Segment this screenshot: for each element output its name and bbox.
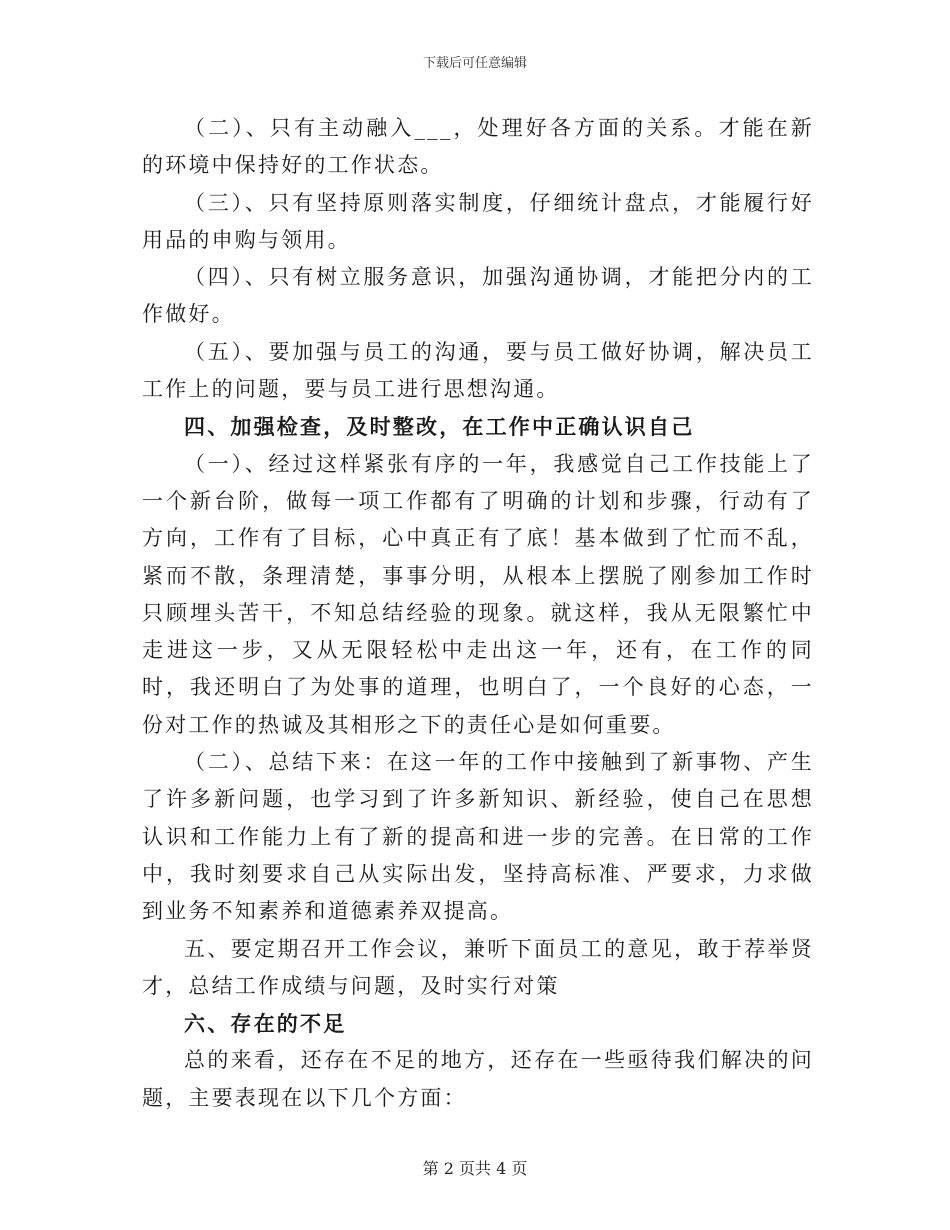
- paragraph-6-intro: 总的来看，还存在不足的地方，还存在一些亟待我们解决的问题，主要表现在以下几个方面：: [142, 1048, 814, 1110]
- page-header: 下载后可任意编辑: [422, 56, 527, 71]
- section-5-paragraph: 五、要定期召开工作会议，兼听下面员工的意见，敢于荐举贤才，总结工作成绩与问题，及时实行对策: [142, 936, 814, 998]
- paragraph-4: （四）、只有树立服务意识，加强沟通协调，才能把分内的工作做好。: [142, 265, 814, 327]
- paragraph-5: （五）、要加强与员工的沟通，要与员工做好协调，解决员工工作上的问题，要与员工进行思想沟通。: [142, 339, 814, 402]
- paragraph-2: （二）、只有主动融入___，处理好各方面的关系。才能在新的环境中保持好的工作状态。: [142, 116, 814, 178]
- section-heading-4: 四、加强检查，及时整改，在工作中正确认识自己: [184, 414, 695, 440]
- paragraph-4-2: （二）、总结下来：在这一年的工作中接触到了新事物、产生了许多新问题，也学习到了许多新知识、新经验，使自己在思想认识和工作能力上有了新的提高和进一步的完善。在日常的工作中，我时刻要求自己从实际出发，坚持高标准、严要求，力求做到业务不知素养和道德素养双提高。: [142, 750, 814, 924]
- paragraph-3: （三）、只有坚持原则落实制度，仔细统计盘点，才能履行好用品的申购与领用。: [142, 190, 814, 252]
- page-number: 第 2 页共 4 页: [422, 1159, 528, 1178]
- section-heading-6: 六、存在的不足: [184, 1011, 347, 1037]
- document-body: [142, 110, 814, 1117]
- paragraph-4-1: （一）、经过这样紧张有序的一年，我感觉自己工作技能上了一个新台阶，做每一项工作都有了明确的计划和步骤，行动有了方向，工作有了目标，心中真正有了底！基本做到了忙而不乱，紧而不散，条理清楚，事事分明，从根本上摆脱了刚参加工作时只顾埋头苦干，不知总结经验的现象。就这样，我从无限繁忙中走进这一步，又从无限轻松中走出这一年，还有，在工作的同时，我还明白了为处事的道理，也明白了，一个良好的心态，一份对工作的热诚及其相形之下的责任心是如何重要。: [142, 451, 814, 737]
